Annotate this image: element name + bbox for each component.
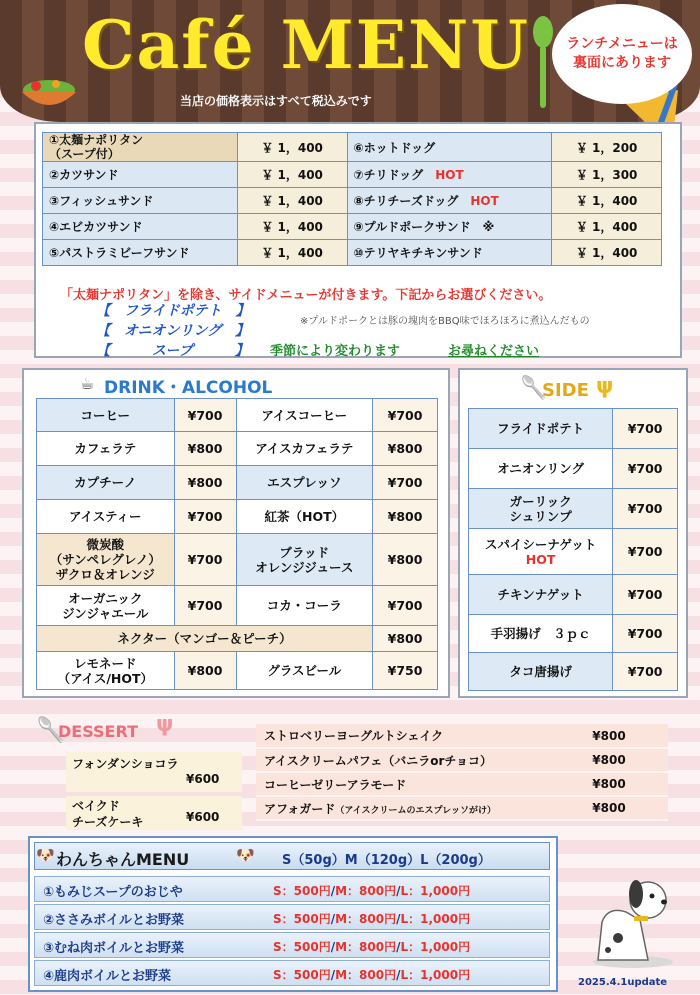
dessert-subnote: （アイスクリームのエスプレッソがけ） xyxy=(335,805,497,816)
dog-price-l: L：1,000円 xyxy=(400,968,471,982)
table-row xyxy=(256,724,668,748)
menu-item-name-text: ⑥ホットドッグ xyxy=(353,140,436,155)
season-note: 季節により変わります xyxy=(270,344,401,359)
menu-item-name-text: ⑨プルドポークサンド ※ xyxy=(353,220,495,234)
dog-price-m: M：800円 xyxy=(335,912,397,926)
table-row xyxy=(37,652,438,690)
drink-name: アイスコーヒー xyxy=(236,399,373,432)
dog-item-name: ④鹿肉ボイルとお野菜 xyxy=(43,969,172,984)
drink-price: ¥800 xyxy=(373,432,438,466)
drink-name: カプチーノ xyxy=(37,466,175,500)
drink-price: ¥800 xyxy=(174,432,236,466)
menu-item-price: ￥ 1，400 xyxy=(237,162,347,188)
table-row xyxy=(256,748,668,772)
menu-item-name: ④エビカツサンド xyxy=(43,214,238,240)
menu-item-name xyxy=(347,214,552,240)
dessert-price: ¥800 xyxy=(550,724,668,748)
menu-item-price: ￥ 1，400 xyxy=(237,188,347,214)
drink-name: グラスビール xyxy=(236,652,373,690)
table-row xyxy=(469,615,678,653)
table-row xyxy=(256,796,668,820)
drink-table xyxy=(36,398,438,690)
menu-item-name: ①太麺ナポリタン （スープ付） xyxy=(43,133,238,162)
side-item-name: チキンナゲット xyxy=(469,575,613,615)
table-row xyxy=(37,500,438,534)
menu-item-price: ￥ 1，400 xyxy=(552,240,662,266)
hot-label: HOT xyxy=(525,551,556,567)
table-row xyxy=(37,466,438,500)
menu-item-name: ②カツサンド xyxy=(43,162,238,188)
dog-price-l: L：1,000円 xyxy=(400,940,471,954)
dog-face-icon: 🐶 xyxy=(236,846,255,864)
menu-item-price: ￥ 1，400 xyxy=(237,133,347,162)
update-date: 2025.4.1update xyxy=(578,977,668,988)
menu-item-name xyxy=(347,133,552,162)
dog-menu-row xyxy=(34,932,550,958)
dog-price-s: S：500円 xyxy=(273,884,331,898)
menu-item-name xyxy=(347,188,552,214)
dog-menu-title: わんちゃんMENU xyxy=(56,850,190,869)
menu-item-name-text: ⑧チリチーズドッグ xyxy=(353,194,459,208)
spoon-icon: 🥄 xyxy=(36,716,66,744)
drink-name: 微炭酸 （サンペレグレノ） ザクロ＆オレンジ xyxy=(37,534,175,586)
menu-item-price: ￥ 1，200 xyxy=(552,133,662,162)
dog-item-name: ③むね肉ボイルとお野菜 xyxy=(43,941,185,956)
side-table xyxy=(468,408,678,691)
side-item-price: ¥700 xyxy=(613,489,678,529)
side-item-name: ガーリック シュリンプ xyxy=(469,489,613,529)
table-row xyxy=(37,399,438,432)
dog-illustration xyxy=(578,872,688,972)
table-row xyxy=(43,188,662,214)
side-item-price: ¥700 xyxy=(613,409,678,449)
dessert-name: フォンダンショコラ xyxy=(72,757,179,771)
spoon-icon: 🥄 xyxy=(520,376,548,401)
dog-menu-sizes: S（50g）M（120g）L（200g） xyxy=(282,853,491,868)
drink-price: ¥700 xyxy=(373,399,438,432)
drink-price: ¥700 xyxy=(174,399,236,432)
menu-item-price: ￥ 1，400 xyxy=(552,214,662,240)
side-section-title: SIDE xyxy=(542,380,589,401)
side-item-name: 手羽揚げ ３ｐｃ xyxy=(469,615,613,653)
drink-name: アイスティー xyxy=(37,500,175,534)
table-row xyxy=(469,489,678,529)
lunch-notice-text: ランチメニューは 裏面にあります xyxy=(566,36,678,71)
dessert-name-text: アフォガード xyxy=(264,801,336,816)
side-item-name-text: スパイシーナゲット xyxy=(484,536,597,552)
drink-price: ¥800 xyxy=(174,466,236,500)
drink-price: ¥800 xyxy=(373,534,438,586)
table-row xyxy=(43,162,662,188)
dog-price-s: S：500円 xyxy=(273,912,331,926)
dessert-name xyxy=(256,796,550,820)
dessert-price: ¥600 xyxy=(186,772,220,786)
drink-name: ブラッド オレンジジュース xyxy=(236,534,373,586)
hot-label: HOT xyxy=(435,168,464,182)
drink-name: エスプレッソ xyxy=(236,466,373,500)
dog-price-l: L：1,000円 xyxy=(400,912,471,926)
drink-name: カフェラテ xyxy=(37,432,175,466)
drink-name: オーガニック ジンジャエール xyxy=(37,586,175,626)
dog-menu-row xyxy=(34,904,550,930)
menu-item-name: ⑤パストラミビーフサンド xyxy=(43,240,238,266)
side-item-name: フライドポテト xyxy=(469,409,613,449)
dessert-price: ¥800 xyxy=(550,772,668,796)
drink-price: ¥800 xyxy=(373,500,438,534)
drink-name: アイスカフェラテ xyxy=(236,432,373,466)
drink-name: 紅茶（HOT） xyxy=(236,500,373,534)
table-row xyxy=(43,133,662,162)
dessert-section-title: DESSERT xyxy=(58,722,138,741)
side-item-price: ¥700 xyxy=(613,449,678,489)
table-row xyxy=(43,214,662,240)
dog-price-m: M：800円 xyxy=(335,968,397,982)
drink-name: コカ・コーラ xyxy=(236,586,373,626)
drink-price: ¥700 xyxy=(174,586,236,626)
dessert-name: コーヒーゼリーアラモード xyxy=(256,772,550,796)
table-row xyxy=(469,653,678,691)
side-choice: 【 フライドポテト 】 xyxy=(96,303,250,319)
drink-price: ¥800 xyxy=(373,626,438,652)
dessert-table xyxy=(256,724,668,821)
menu-item-price: ￥ 1，400 xyxy=(237,240,347,266)
dessert-price: ¥800 xyxy=(550,748,668,772)
drink-section-title: DRINK・ALCOHOL xyxy=(104,378,273,398)
drink-price: ¥700 xyxy=(174,500,236,534)
dog-price-l: L：1,000円 xyxy=(400,884,471,898)
side-item-name: オニオンリング xyxy=(469,449,613,489)
table-row xyxy=(37,626,438,652)
menu-item-name-text: ⑦チリドッグ xyxy=(353,168,424,182)
page-title: Café MENU xyxy=(82,6,530,84)
lunch-notice-bubble xyxy=(552,4,692,104)
drink-price: ¥700 xyxy=(373,586,438,626)
menu-item-name xyxy=(347,240,552,266)
dog-menu-row xyxy=(34,876,550,902)
fondant-chocolat-item xyxy=(66,752,242,792)
table-row xyxy=(256,772,668,796)
side-choice: 【 オニオンリング 】 xyxy=(96,323,250,339)
side-item-price: ¥700 xyxy=(613,615,678,653)
dog-item-name: ①もみじスープのおじや xyxy=(43,885,183,900)
table-row xyxy=(469,409,678,449)
side-menu-note: 「太麺ナポリタン」を除き、サイドメニューが付きます。下記からお選びください。 xyxy=(60,288,552,303)
side-item-price: ¥700 xyxy=(613,529,678,575)
table-row xyxy=(469,575,678,615)
menu-item-price: ￥ 1，400 xyxy=(237,214,347,240)
drink-price: ¥700 xyxy=(174,534,236,586)
dog-item-prices: S：500円/M：800円/L：1,000円 xyxy=(273,940,471,954)
side-item-price: ¥700 xyxy=(613,575,678,615)
dog-item-name: ②ささみボイルとお野菜 xyxy=(43,913,185,928)
menu-item-price: ￥ 1，300 xyxy=(552,162,662,188)
side-item-name xyxy=(469,529,613,575)
salad-bowl-icon xyxy=(16,72,82,116)
dessert-name: アイスクリームパフェ（バニラorチョコ） xyxy=(256,748,550,772)
dog-menu-row xyxy=(34,960,550,986)
drink-name: レモネード （アイス/HOT） xyxy=(37,652,175,690)
dessert-price: ¥600 xyxy=(186,810,220,824)
dog-item-prices: S：500円/M：800円/L：1,000円 xyxy=(273,912,471,926)
table-row xyxy=(37,534,438,586)
drink-price: ¥700 xyxy=(373,466,438,500)
dog-price-m: M：800円 xyxy=(335,940,397,954)
hot-label: HOT xyxy=(470,194,499,208)
dog-price-m: M：800円 xyxy=(335,884,397,898)
dog-price-s: S：500円 xyxy=(273,940,331,954)
coffee-cup-icon: ☕ xyxy=(80,374,95,393)
side-choice: 【 スープ 】 xyxy=(96,343,249,359)
table-row xyxy=(469,449,678,489)
fork-icon: ψ xyxy=(596,374,614,399)
dessert-name: ベイクド xyxy=(72,799,120,813)
drink-price: ¥750 xyxy=(373,652,438,690)
baked-cheesecake-item xyxy=(66,796,242,830)
dog-price-s: S：500円 xyxy=(273,968,331,982)
dog-item-prices: S：500円/M：800円/L：1,000円 xyxy=(273,968,471,982)
table-row xyxy=(43,240,662,266)
dessert-price: ¥800 xyxy=(550,796,668,820)
ask-staff-note: お尋ねください xyxy=(448,344,540,359)
table-row xyxy=(37,432,438,466)
side-item-price: ¥700 xyxy=(613,653,678,691)
menu-item-price: ￥ 1，400 xyxy=(552,188,662,214)
drink-name: ネクター（マンゴー＆ピーチ） xyxy=(37,626,373,652)
table-row xyxy=(469,529,678,575)
menu-item-name: ③フィッシュサンド xyxy=(43,188,238,214)
dessert-name: ストロベリーヨーグルトシェイク xyxy=(256,724,550,748)
dog-item-prices: S：500円/M：800円/L：1,000円 xyxy=(273,884,471,898)
dessert-name: チーズケーキ xyxy=(72,815,144,829)
menu-item-name-text: ⑩テリヤキチキンサンド xyxy=(353,246,483,260)
main-menu-table xyxy=(42,132,662,266)
dog-face-icon: 🐶 xyxy=(36,846,55,864)
pork-note: ※プルドポークとは豚の塊肉をBBQ味でほろほろに煮込んだもの xyxy=(300,316,590,327)
menu-item-name xyxy=(347,162,552,188)
fork-icon: ψ xyxy=(156,712,174,737)
table-row xyxy=(37,586,438,626)
side-item-name: タコ唐揚げ xyxy=(469,653,613,691)
drink-price: ¥800 xyxy=(174,652,236,690)
drink-name: コーヒー xyxy=(37,399,175,432)
tax-note: 当店の価格表示はすべて税込みです xyxy=(180,94,372,108)
